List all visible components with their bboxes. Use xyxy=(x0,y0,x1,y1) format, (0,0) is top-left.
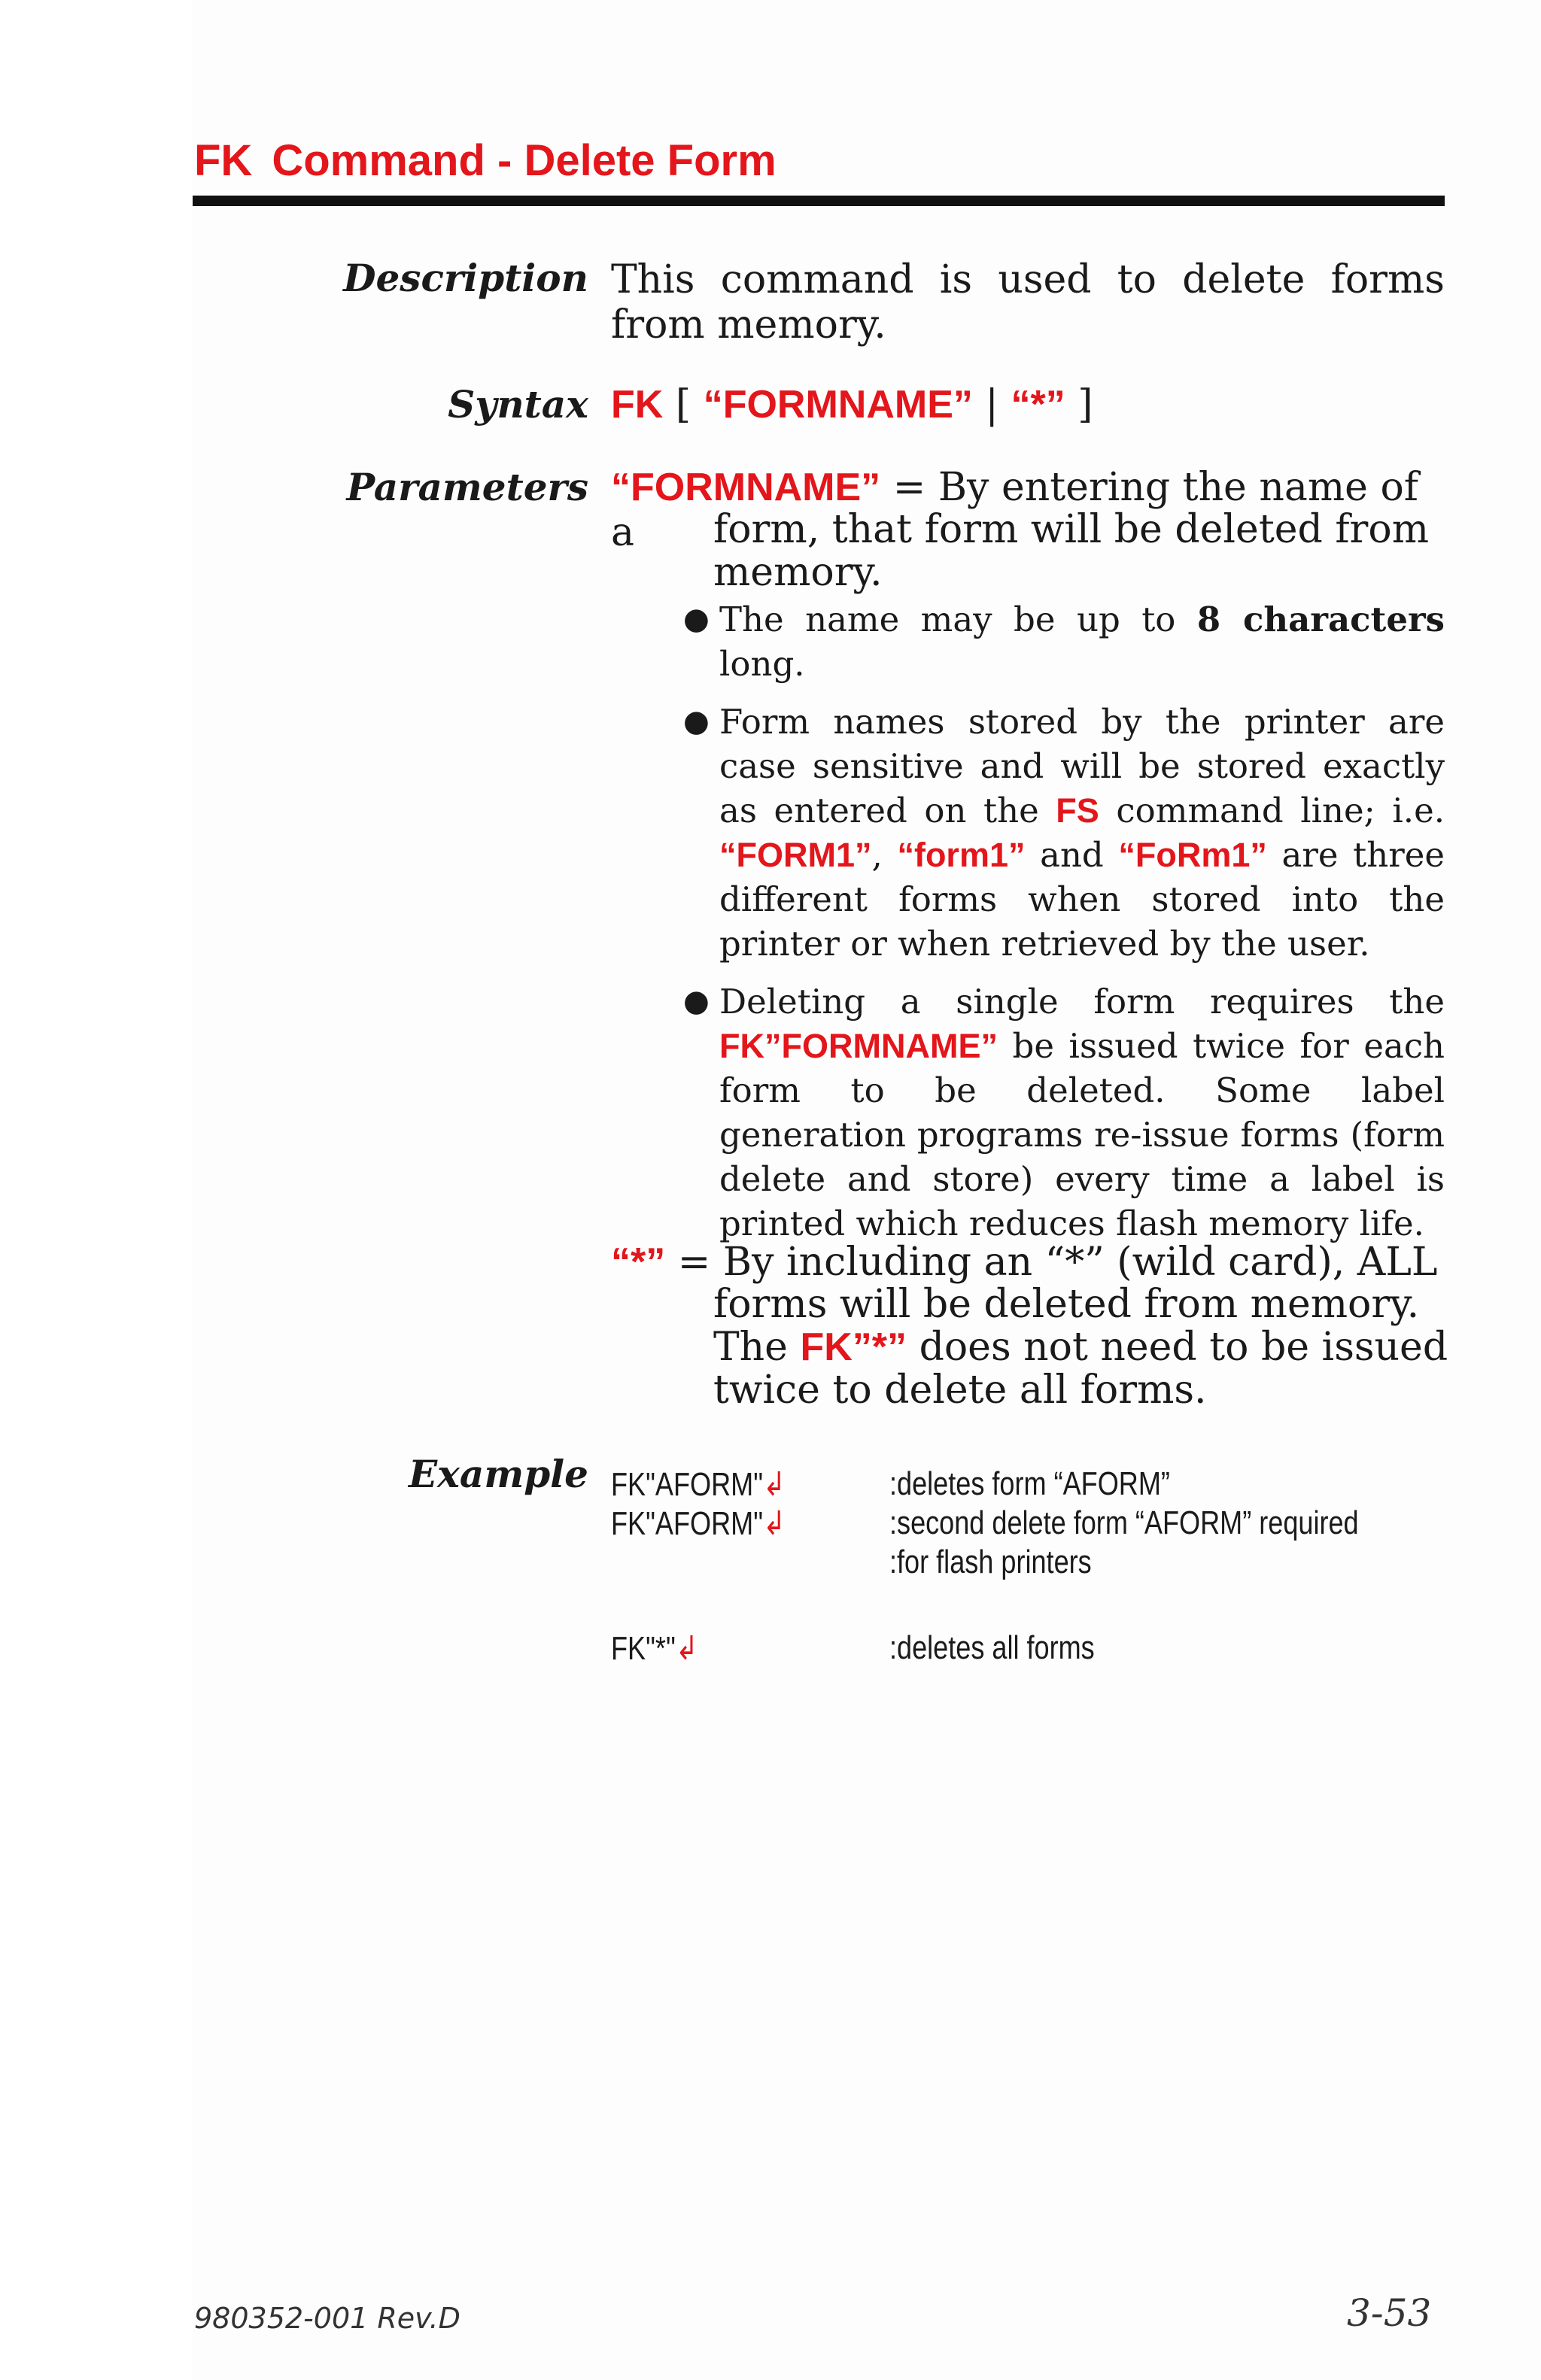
syntax-line xyxy=(611,382,1445,427)
page-title xyxy=(194,135,1443,186)
bullet-icon: ● xyxy=(683,984,710,1018)
example-code-line-4: FK"*"↲ xyxy=(611,1630,699,1667)
description-label: Description xyxy=(343,256,588,300)
bullet-icon: ● xyxy=(683,704,710,739)
return-icon: ↲ xyxy=(675,1630,699,1667)
param-formname-name: “FORMNAME” xyxy=(611,466,881,509)
param-wildcard-definition: forms will be deleted from memory. The FK”*” does not need to be issued twice to delete all forms. xyxy=(713,1282,1448,1413)
command-name: FK xyxy=(194,136,253,185)
param-formname-notes xyxy=(677,597,1445,1259)
note-delete-twice: ● Deleting a single form requires the FK”FORMNAME” be issued twice for each form to be deleted. Some label generation programs re-issue forms (form delete and store) every time a label is printed which reduces flash memory life. xyxy=(677,979,1445,1246)
param-wildcard-line xyxy=(611,1240,1445,1285)
syntax-arg-formname: “FORMNAME” xyxy=(703,383,973,427)
example-comment-line-1: :deletes form “AFORM” xyxy=(889,1465,1170,1502)
description-text: This command is used to delete forms from memory. xyxy=(611,257,1445,348)
note-name-length: ● The name may be up to 8 characters long. xyxy=(677,597,1445,686)
command-title: Command - Delete Form xyxy=(272,136,777,185)
example-comment-line-3: :for flash printers xyxy=(889,1544,1092,1580)
bullet-icon: ● xyxy=(683,602,710,636)
example-code-line-1: FK"AFORM"↲ xyxy=(611,1466,786,1503)
return-icon: ↲ xyxy=(763,1466,786,1503)
param-wildcard-eq: = By including an “*” (wild card), ALL xyxy=(677,1240,1438,1285)
syntax-open-bracket: [ xyxy=(675,382,691,427)
example-label: Example xyxy=(409,1452,588,1496)
page-number: 3-53 xyxy=(1347,2291,1432,2335)
example-comment-line-2: :second delete form “AFORM” required xyxy=(889,1504,1359,1541)
note-case-sensitive: ● Form names stored by the printer are case sensitive and will be stored exactly as entered on the FS command line; i.e. “FORM1”, “form1” and “FoRm1” are three different forms when stored into the printer or when retrieved by the user. xyxy=(677,700,1445,966)
param-wildcard-name: “*” xyxy=(611,1240,666,1284)
syntax-command: FK xyxy=(611,383,664,427)
document-number: 980352-001 Rev.D xyxy=(194,2302,460,2335)
syntax-label: Syntax xyxy=(448,382,588,427)
page-margin xyxy=(0,0,193,2380)
parameters-label: Parameters xyxy=(346,465,588,509)
return-icon: ↲ xyxy=(763,1505,786,1542)
param-formname-eq: = By entering the name of a xyxy=(611,465,1419,555)
header-rule xyxy=(193,196,1445,206)
param-formname-definition: form, that form will be deleted from memory. xyxy=(713,507,1430,595)
example-code-line-2: FK"AFORM"↲ xyxy=(611,1505,786,1542)
syntax-close-bracket: ] xyxy=(1077,382,1093,427)
example-comment-line-4: :deletes all forms xyxy=(889,1629,1095,1666)
syntax-separator: | xyxy=(985,382,998,427)
syntax-arg-wildcard: “*” xyxy=(1011,383,1065,427)
